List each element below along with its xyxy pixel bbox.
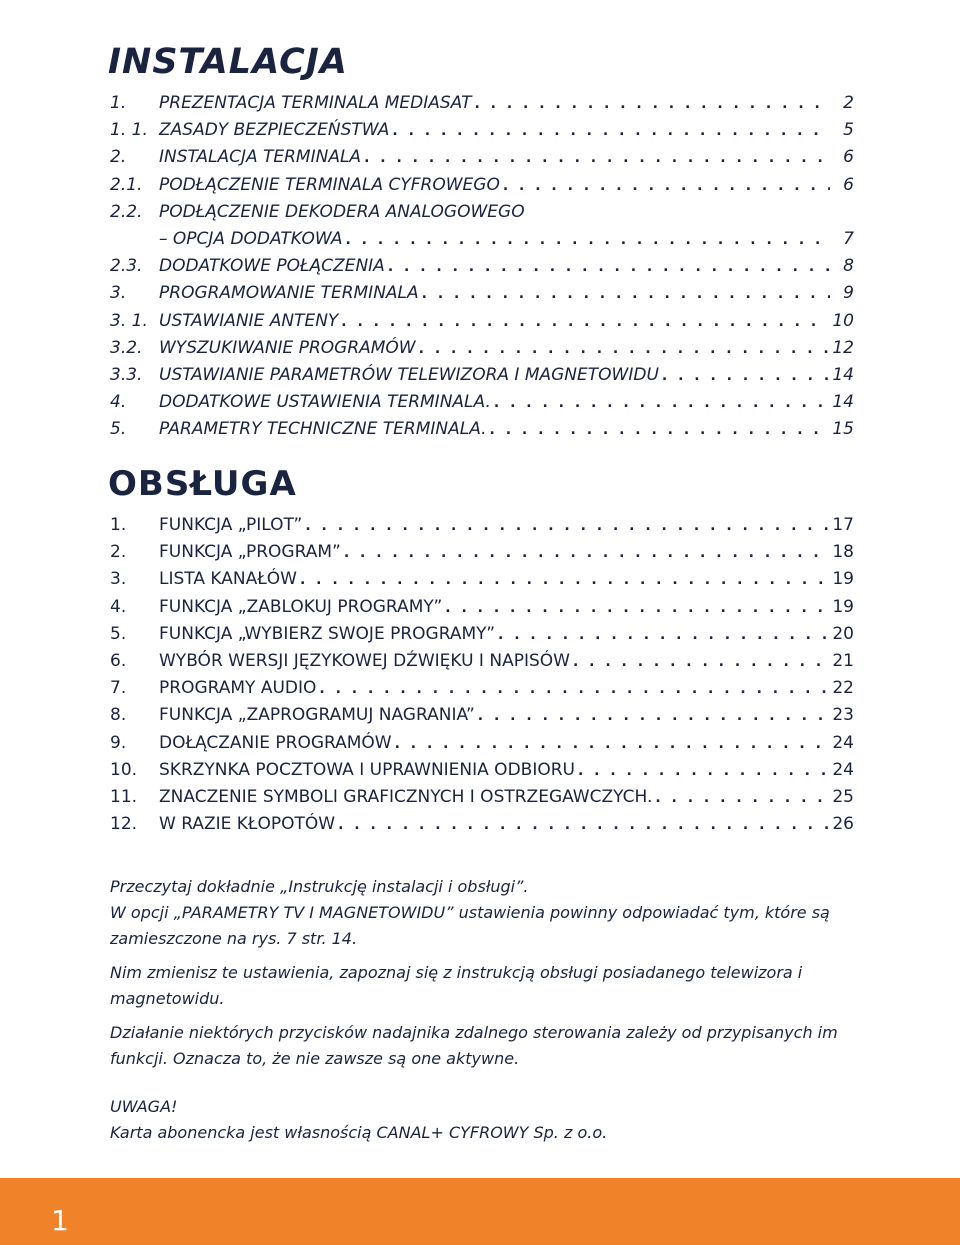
toc-entry (110, 389, 854, 416)
toc-entry-title: LISTA KANAŁÓW (159, 569, 297, 590)
toc-entry-number: 10. (110, 759, 138, 780)
toc-entry (110, 594, 854, 621)
toc-entry-page: 9 (843, 283, 854, 304)
toc-dot-leader (388, 254, 830, 281)
toc-dot-leader (345, 227, 830, 254)
toc-entry (110, 648, 854, 675)
toc-entry (110, 253, 854, 280)
toc-entry-title: – OPCJA DODATKOWA (159, 228, 343, 249)
toc-entry-number: 1. (110, 515, 127, 535)
toc-entry-number: 1. 1. (110, 120, 148, 141)
toc-dot-leader (364, 145, 830, 172)
toc-entry-page: 2 (843, 93, 854, 113)
toc-entry-page: 8 (843, 256, 854, 277)
toc-entry-title: W RAZIE KŁOPOTÓW (159, 814, 336, 835)
toc-entry-number: 8. (110, 705, 127, 726)
installation-toc (110, 90, 854, 443)
toc-entry-title: FUNKCJA „ZAPROGRAMUJ NAGRANIA” (159, 705, 475, 726)
toc-entry-title: PROGRAMY AUDIO (159, 678, 317, 699)
page-number: 1 (51, 1204, 69, 1237)
toc-entry-number: 3. (110, 569, 127, 590)
warning-title: UWAGA! (110, 1097, 178, 1116)
warning-block (110, 1094, 607, 1146)
footer-bar (0, 1178, 960, 1245)
toc-entry (110, 335, 854, 362)
toc-entry-page: 18 (832, 542, 854, 563)
toc-entry (110, 90, 854, 117)
note-remote-buttons: Działanie niektórych przycisków nadajnika zdalnego sterowania zależy od przypisanych im funkcji. Oznacza to, że nie zawsze są one aktywne. (110, 1023, 838, 1068)
toc-dot-leader (662, 363, 828, 390)
toc-dot-leader (478, 703, 829, 730)
toc-entry-title: USTAWIANIE ANTENY (159, 310, 339, 331)
toc-entry-number: 4. (110, 596, 127, 617)
toc-entry-page: 19 (832, 596, 854, 617)
warning-text: Karta abonencka jest własnością CANAL+ CYFROWY Sp. z o.o. (110, 1123, 608, 1142)
toc-entry-page: 12 (832, 337, 854, 358)
toc-entry-page: 24 (832, 732, 854, 753)
toc-entry-title: FUNKCJA „PROGRAM” (159, 542, 341, 563)
toc-entry (110, 784, 854, 811)
toc-entry-page: 20 (832, 623, 854, 644)
toc-entry-title: FUNKCJA „PILOT” (159, 515, 303, 535)
toc-dot-leader (341, 309, 828, 336)
operation-heading: OBSŁUGA (108, 464, 297, 504)
toc-entry-title: DODATKOWE POŁĄCZENIA (159, 256, 385, 277)
toc-entry (110, 621, 854, 648)
toc-entry-page: 14 (832, 364, 854, 385)
toc-entry-number: 6. (110, 650, 127, 671)
toc-entry (110, 280, 854, 307)
toc-entry-number: 11. (110, 786, 138, 807)
notes-block (110, 874, 890, 1080)
toc-entry-page: 5 (843, 120, 854, 141)
toc-entry-title: FUNKCJA „WYBIERZ SWOJE PROGRAMY” (159, 623, 496, 644)
toc-dot-leader (344, 540, 829, 567)
note-change-settings: Nim zmienisz te ustawienia, zapoznaj się z instrukcją obsługi posiadanego telewizora i magnetowidu. (110, 963, 803, 1008)
toc-entry-title: PROGRAMOWANIE TERMINALA (159, 283, 419, 304)
toc-entry-page: 19 (832, 569, 854, 590)
toc-entry-page: 15 (832, 419, 854, 440)
toc-entry (110, 308, 854, 335)
toc-entry (110, 730, 854, 757)
toc-entry (110, 757, 854, 784)
toc-entry-number: 3.2. (110, 337, 143, 358)
toc-entry-number: 2.1. (110, 174, 143, 195)
toc-entry-title: DOŁĄCZANIE PROGRAMÓW (159, 732, 392, 753)
toc-entry (110, 566, 854, 593)
toc-entry-title: WYBÓR WERSJI JĘZYKOWEJ DŹWIĘKU I NAPISÓW (159, 650, 570, 671)
toc-dot-leader (490, 417, 829, 444)
toc-entry-number: 12. (110, 814, 138, 835)
toc-entry (110, 226, 854, 253)
toc-dot-leader (300, 567, 828, 594)
toc-entry-number: 2. (110, 542, 127, 563)
toc-entry-number: 5. (110, 419, 127, 440)
toc-entry-page: 21 (832, 650, 854, 671)
operation-toc (110, 512, 854, 838)
toc-entry (110, 702, 854, 729)
toc-entry-number: 3. (110, 283, 127, 304)
toc-entry-number: 9. (110, 732, 127, 753)
toc-entry-number: 3.3. (110, 364, 143, 385)
toc-entry-page: 25 (832, 786, 854, 807)
toc-dot-leader (319, 676, 828, 703)
toc-dot-leader (445, 595, 828, 622)
toc-dot-leader (503, 173, 830, 200)
toc-entry (110, 512, 854, 539)
toc-entry-page: 17 (832, 515, 854, 535)
toc-dot-leader (573, 649, 828, 676)
toc-entry (110, 172, 854, 199)
toc-dot-leader (494, 390, 828, 417)
toc-entry (110, 362, 854, 389)
toc-entry-page: 6 (843, 174, 854, 195)
note-tv-parameters: W opcji „PARAMETRY TV I MAGNETOWIDU” ustawienia powinny odpowiadać tym, które są zamieszczone na rys. 7 str. 14. (110, 903, 830, 948)
toc-entry (110, 144, 854, 171)
toc-entry-number: 3. 1. (110, 310, 148, 331)
toc-entry-page: 24 (832, 759, 854, 780)
toc-entry-page: 14 (832, 392, 854, 413)
toc-dot-leader (305, 513, 828, 540)
toc-dot-leader (338, 812, 828, 839)
toc-entry-page: 6 (843, 147, 854, 168)
toc-entry-title: FUNKCJA „ZABLOKUJ PROGRAMY” (159, 596, 443, 617)
toc-entry (110, 811, 854, 838)
toc-dot-leader (422, 281, 830, 308)
toc-entry-title: ZASADY BEZPIECZEŃSTWA (159, 120, 390, 141)
toc-entry-title: INSTALACJA TERMINALA (159, 147, 362, 168)
toc-entry-title: PODŁĄCZENIE DEKODERA ANALOGOWEGO (159, 201, 525, 222)
toc-entry (110, 117, 854, 144)
toc-dot-leader (474, 91, 830, 118)
toc-dot-leader (395, 731, 829, 758)
toc-entry-number: 5. (110, 623, 127, 644)
toc-entry (110, 199, 854, 226)
toc-entry-number: 4. (110, 392, 127, 413)
toc-entry (110, 539, 854, 566)
toc-entry-page: 7 (843, 228, 854, 249)
toc-entry-number: 7. (110, 678, 127, 699)
toc-entry-page: 26 (832, 814, 854, 835)
toc-entry (110, 416, 854, 443)
toc-dot-leader (419, 336, 829, 363)
toc-dot-leader (498, 622, 828, 649)
installation-heading: INSTALACJA (108, 42, 348, 82)
toc-dot-leader (578, 758, 828, 785)
toc-entry-number: 1. (110, 93, 127, 113)
toc-entry-number: 2.3. (110, 256, 143, 277)
toc-entry-number: 2. (110, 147, 127, 168)
toc-dot-leader (392, 118, 830, 145)
toc-entry-title: USTAWIANIE PARAMETRÓW TELEWIZORA I MAGNETOWIDU (159, 364, 659, 385)
toc-entry-page: 22 (832, 678, 854, 699)
toc-entry-page: 10 (832, 310, 854, 331)
toc-entry-title: DODATKOWE USTAWIENIA TERMINALA. (159, 392, 491, 413)
toc-entry-title: PODŁĄCZENIE TERMINALA CYFROWEGO (159, 174, 500, 195)
toc-entry-title: ZNACZENIE SYMBOLI GRAFICZNYCH I OSTRZEGAWCZYCH. (159, 786, 653, 807)
toc-entry-title: PARAMETRY TECHNICZNE TERMINALA. (159, 419, 487, 440)
toc-entry-title: PREZENTACJA TERMINALA MEDIASAT (159, 93, 472, 113)
note-read-instructions: Przeczytaj dokładnie „Instrukcję instalacji i obsługi”. (110, 877, 529, 896)
toc-entry (110, 675, 854, 702)
toc-entry-number: 2.2. (110, 201, 143, 222)
toc-entry-title: WYSZUKIWANIE PROGRAMÓW (159, 337, 416, 358)
toc-dot-leader (655, 785, 828, 812)
toc-entry-page: 23 (832, 705, 854, 726)
toc-entry-title: SKRZYNKA POCZTOWA I UPRAWNIENIA ODBIORU (159, 759, 575, 780)
